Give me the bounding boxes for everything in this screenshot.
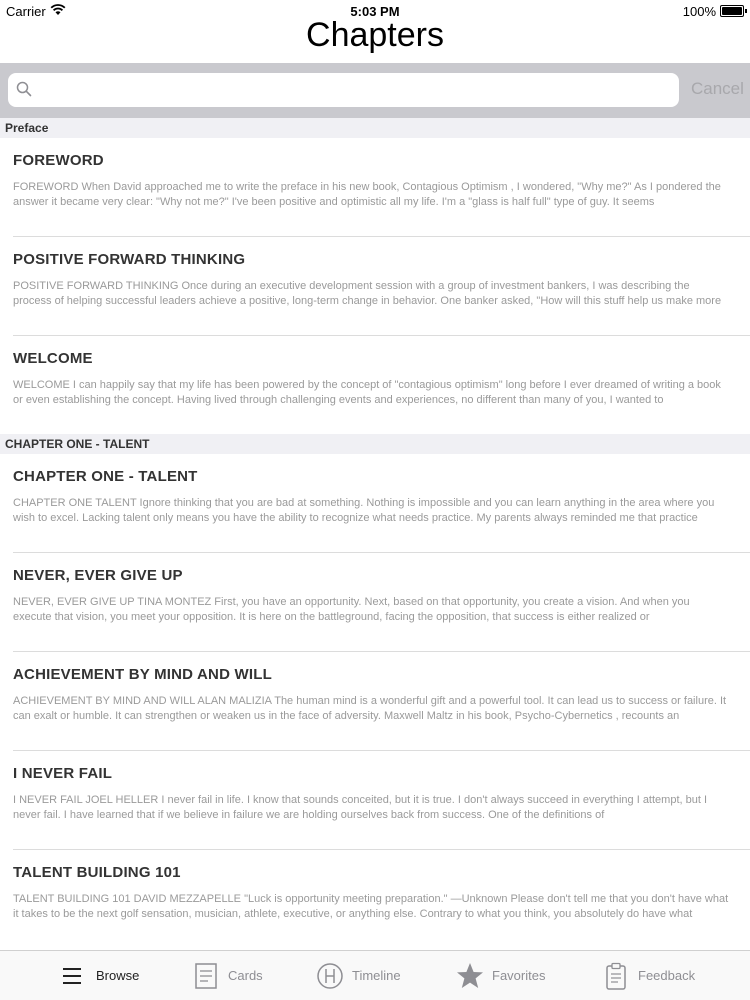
page-title: Chapters [306, 16, 444, 54]
chapter-list[interactable] [0, 118, 750, 950]
chapter-title: WELCOME [13, 350, 93, 367]
clipboard-icon [602, 962, 630, 990]
tab-favorites[interactable] [456, 951, 545, 1000]
chapter-excerpt: FOREWORD When David approached me to write the preface in his new book, Contagious Optimism , I wondered, "Why me?" As I pondered the answer it became very clear: "Why not me?" I've been positive and optimistic all my life. I'm a "glass is half full" type of guy. It seems [13, 181, 721, 208]
chapter-title: NEVER, EVER GIVE UP [13, 567, 183, 584]
tab-bar [0, 950, 750, 1000]
chapter-excerpt: TALENT BUILDING 101 DAVID MEZZAPELLE "Luck is opportunity meeting preparation." —Unknown Please don't tell me that you don't have what it takes to be the next golf sensation, musician, athlete, executive, or anything else. Contrary to what you think, you absolutely do have what [13, 893, 729, 920]
search-field[interactable] [8, 73, 679, 107]
chapter-excerpt: CHAPTER ONE TALENT Ignore thinking that you are bad at something. Nothing is impossible and you can learn anything in the area where you wish to excel. Lacking talent only means you have the ability to recognize what needs practice. My parents always reminded me that practice [13, 497, 715, 524]
tab-feedback[interactable] [602, 951, 695, 1000]
search-bar [0, 63, 750, 118]
tab-cards[interactable] [192, 951, 263, 1000]
chapter-row[interactable] [13, 652, 750, 751]
tab-label: Timeline [352, 968, 401, 983]
star-icon [456, 962, 484, 990]
chapter-row[interactable] [13, 237, 750, 336]
section-header: CHAPTER ONE - TALENT [0, 434, 750, 454]
carrier-label: Carrier [6, 4, 46, 19]
chapter-excerpt: POSITIVE FORWARD THINKING Once during an executive development session with a group of investment bankers, I was describing the process of helping successful leaders achieve a positive, long-term change in behavior. One banker asked, "How will this stuff help us make more [13, 280, 722, 307]
cancel-button[interactable]: Cancel [691, 79, 744, 98]
chapter-row[interactable] [13, 553, 750, 652]
search-input[interactable] [40, 79, 664, 103]
chapter-row[interactable] [13, 454, 750, 553]
tab-label: Feedback [638, 968, 696, 983]
chapter-row[interactable] [13, 751, 750, 850]
tab-browse[interactable] [60, 951, 139, 1000]
tab-label: Favorites [492, 968, 546, 983]
tab-label: Cards [228, 968, 263, 983]
list-icon [60, 962, 88, 990]
card-icon [192, 962, 220, 990]
section-header: Preface [0, 118, 750, 138]
clock: 5:03 PM [350, 4, 400, 19]
chapter-title: CHAPTER ONE - TALENT [13, 468, 198, 485]
chapter-excerpt: WELCOME I can happily say that my life has been powered by the concept of "contagious optimism" long before I ever dreamed of writing a book or even establishing the concept. Having lived through challenging events and experiences, no different than many of you, I wanted to [13, 379, 721, 406]
search-icon [16, 81, 32, 97]
chapter-title: TALENT BUILDING 101 [13, 864, 181, 881]
chapter-excerpt: NEVER, EVER GIVE UP TINA MONTEZ First, you have an opportunity. Next, based on that opportunity, you create a vision. And when you execute that vision, you meet your opposition. It is here on the battleground, facing the opposition, that success is either realized or [13, 596, 690, 623]
chapter-row[interactable] [13, 336, 750, 434]
chapter-title: ACHIEVEMENT BY MIND AND WILL [13, 666, 272, 683]
chapter-excerpt: ACHIEVEMENT BY MIND AND WILL ALAN MALIZIA The human mind is a wonderful gift and a powerful tool. It can lead us to success or failure. It can exalt or humble. It can strengthen or weaken us in the face of adversity. Maxwell Maltz in his book, Psycho-Cybernetics , recounts an [13, 695, 727, 722]
tab-timeline[interactable] [316, 951, 401, 1000]
chapter-row[interactable] [13, 138, 750, 237]
timeline-icon [316, 962, 344, 990]
chapter-title: I NEVER FAIL [13, 765, 113, 782]
chapter-title: POSITIVE FORWARD THINKING [13, 251, 246, 268]
chapter-row[interactable] [13, 850, 750, 948]
tab-label: Browse [96, 968, 140, 983]
chapter-title: FOREWORD [13, 152, 104, 169]
battery-percent: 100% [682, 4, 716, 19]
chapter-excerpt: I NEVER FAIL JOEL HELLER I never fail in life. I know that sounds conceited, but it is true. I don't always succeed in everything I attempt, but I never fail. I have learned that if we believe in failure we are holding ourselves back from success. One of the definitions of [13, 794, 708, 821]
